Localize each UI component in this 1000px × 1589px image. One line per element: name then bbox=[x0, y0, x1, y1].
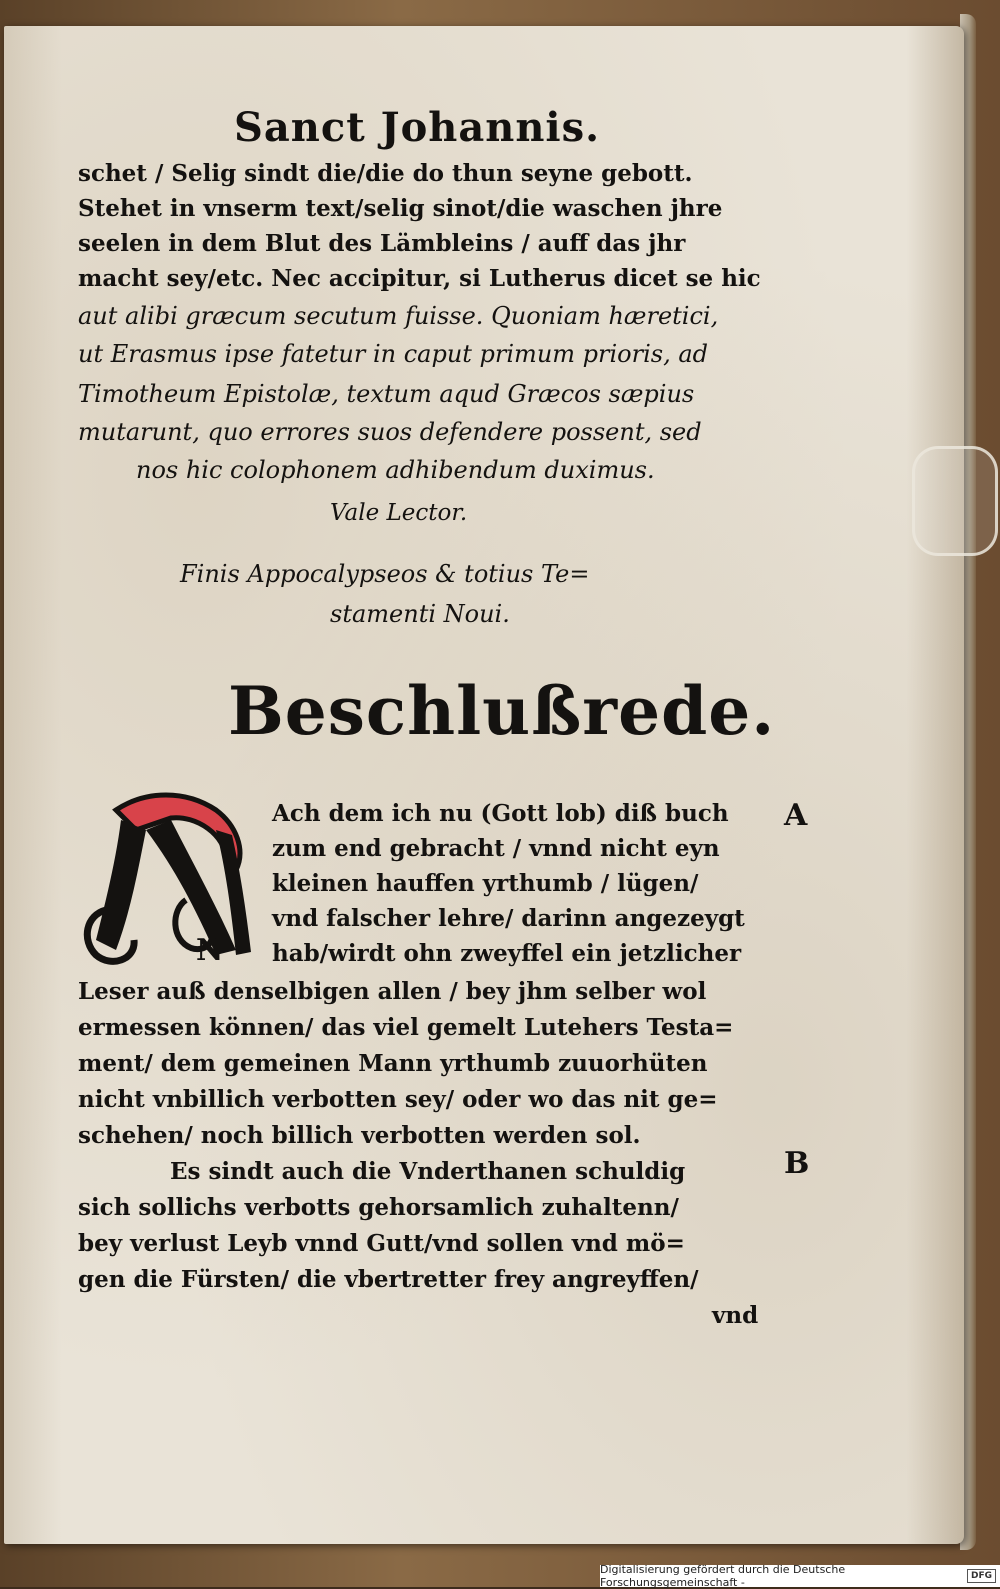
text-line: gen die Fürsten/ die vbertretter frey angreyffen/ bbox=[78, 1266, 699, 1293]
text-line: ment/ dem gemeinen Mann yrthumb zuuorhüten bbox=[78, 1050, 708, 1077]
text-line: kleinen hauffen yrthumb / lügen/ bbox=[272, 870, 699, 897]
footer-text: Digitalisierung gefördert durch die Deutsche Forschungsgemeinschaft - bbox=[600, 1563, 846, 1589]
margin-letter-b: B bbox=[784, 1146, 810, 1181]
finis-line: Finis Appocalypseos & totius Te= bbox=[180, 560, 590, 588]
initial-ornament-icon bbox=[76, 790, 266, 972]
text-line: ut Erasmus ipse fatetur in caput primum prioris, ad bbox=[78, 340, 709, 368]
text-line: seelen in dem Blut des Lämbleins / auff das jhr bbox=[78, 230, 686, 257]
text-line: vnd falscher lehre/ darinn angezeygt bbox=[272, 905, 745, 932]
text-line: schehen/ noch billich verbotten werden sol. bbox=[78, 1122, 641, 1149]
text-line: sich sollichs verbotts gehorsamlich zuhaltenn/ bbox=[78, 1194, 679, 1221]
text-line: mutarunt, quo errores suos defendere possent, sed bbox=[78, 418, 702, 446]
text-line: ermessen können/ das viel gemelt Lutehers Testa= bbox=[78, 1014, 734, 1041]
initial-letter: N bbox=[196, 933, 224, 968]
text-line: Leser auß denselbigen allen / bey jhm selber wol bbox=[78, 978, 707, 1005]
running-head: Sanct Johannis. bbox=[234, 104, 601, 151]
text-line: aut alibi græcum secutum fuisse. Quoniam hæretici, bbox=[78, 302, 719, 330]
text-line: Ach dem ich nu (Gott lob) diß buch bbox=[272, 800, 729, 827]
text-line: bey verlust Leyb vnnd Gutt/vnd sollen vnd mö= bbox=[78, 1230, 685, 1257]
finis-line: stamenti Noui. bbox=[330, 600, 510, 628]
text-line: hab/wirdt ohn zweyffel ein jetzlicher bbox=[272, 940, 742, 967]
vale-lector: Vale Lector. bbox=[330, 500, 468, 526]
text-line: macht sey/etc. Nec accipitur, si Lutherus dicet se hic bbox=[78, 265, 761, 292]
digitization-footer bbox=[600, 1565, 1000, 1587]
text-line: zum end gebracht / vnnd nicht eyn bbox=[272, 835, 720, 862]
text-line: nicht vnbillich verbotten sey/ oder wo das nit ge= bbox=[78, 1086, 718, 1113]
text-line: Es sindt auch die Vnderthanen schuldig bbox=[170, 1158, 686, 1185]
section-title: Beschlußrede. bbox=[228, 672, 776, 750]
decorated-initial bbox=[76, 790, 266, 972]
dfg-logo-icon: DFG bbox=[967, 1569, 996, 1583]
text-line: schet / Selig sindt die/die do thun seyne gebott. bbox=[78, 160, 693, 187]
page-clip bbox=[912, 446, 998, 556]
margin-letter-a: A bbox=[784, 798, 808, 833]
text-line: nos hic colophonem adhibendum duximus. bbox=[136, 456, 655, 484]
text-line: Stehet in vnserm text/selig sinot/die waschen jhre bbox=[78, 195, 723, 222]
catchword: vnd bbox=[712, 1302, 759, 1329]
text-line: Timotheum Epistolæ, textum aqud Græcos sæpius bbox=[78, 380, 695, 408]
